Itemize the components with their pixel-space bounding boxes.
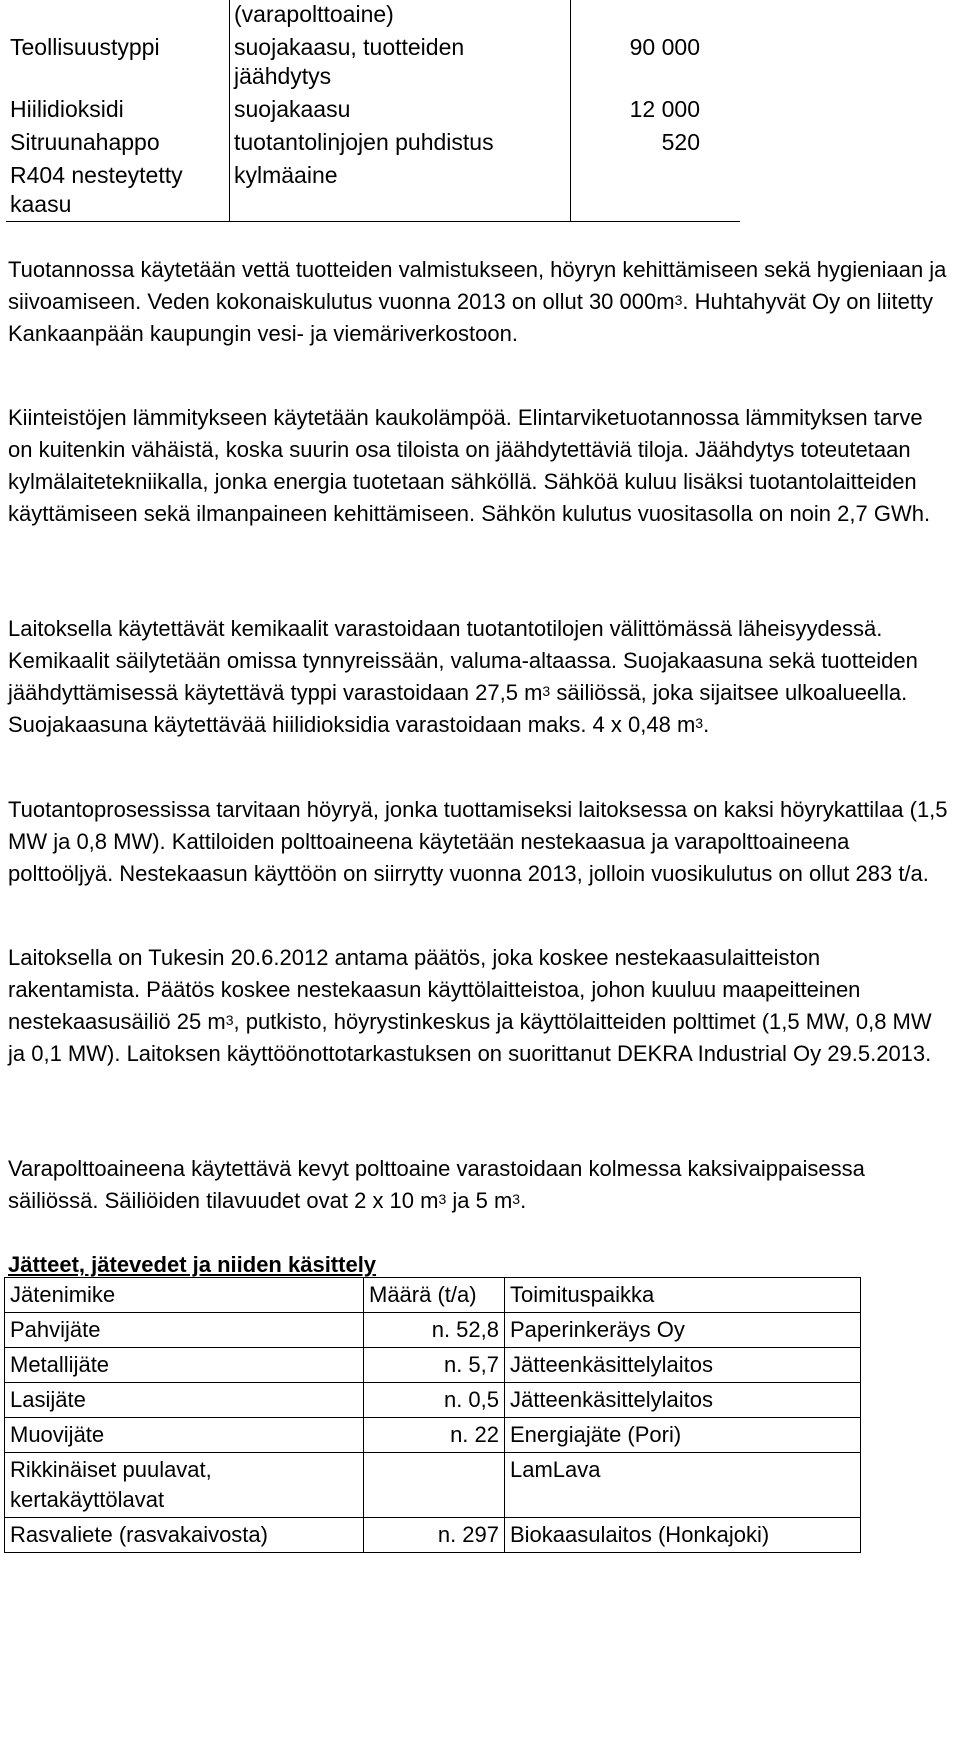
table-row [5, 1418, 861, 1453]
text: ja 5 m [446, 1188, 513, 1213]
waste-item: Muovijäte [5, 1418, 364, 1453]
chemical-use: tuotantolinjojen puhdistus [230, 126, 571, 159]
column-header: Määrä (t/a) [364, 1278, 505, 1313]
text: . [520, 1188, 527, 1213]
waste-destination: Jätteenkäsittelylaitos [505, 1383, 861, 1418]
text: , putkisto, höyrystinkeskus ja käyttölaitteiden polttimet (1,5 MW, 0,8 MW ja 0,1 MW). Laitoksen käyttöönottotarkastuksen on suorittanut DEKRA Industrial Oy 29.5.2013. [8, 1009, 932, 1066]
paragraph-tukes-decision [8, 942, 953, 1070]
waste-amount [364, 1453, 505, 1518]
chemical-name: Teollisuustyppi [6, 31, 230, 93]
superscript: 3 [674, 292, 683, 308]
chemical-amount: 520 [661, 129, 700, 155]
chemical-name [6, 0, 230, 31]
waste-item: Lasijäte [5, 1383, 364, 1418]
table-row [5, 1313, 861, 1348]
paragraph-heating: Kiinteistöjen lämmitykseen käytetään kaukolämpöä. Elintarviketuotannossa lämmityksen tarve on kuitenkin vähäistä, koska suurin osa tiloista on jäähdytettäviä tiloja. Jäähdytys toteutetaan kylmälaitetekniikalla, jonka energia tuotetaan sähköllä. Sähköä kuluu lisäksi tuotantolaitteiden käyttämiseen sekä ilmanpaineen kehittämiseen. Sähkön kulutus vuositasolla on noin 2,7 GWh. [8, 405, 931, 526]
text: säiliössä, joka sijaitsee ulkoalueella. Suojakaasuna käytettävää hiilidioksidia varastoidaan maks. 4 x 0,48 m [8, 680, 908, 737]
waste-amount: n. 297 [364, 1518, 505, 1553]
table-header-row [5, 1278, 861, 1313]
table-row [6, 0, 740, 31]
chemical-use: (varapolttoaine) [230, 0, 571, 31]
chemicals-table [6, 0, 740, 222]
waste-amount: n. 22 [364, 1418, 505, 1453]
superscript: 3 [695, 715, 704, 731]
superscript: 3 [438, 1191, 447, 1207]
chemical-amount [571, 0, 741, 31]
table-row [6, 126, 740, 159]
text: . [703, 712, 710, 737]
paragraph-water [8, 254, 953, 350]
text: Laitoksella käytettävät kemikaalit varastoidaan tuotantotilojen välittömässä läheisyydessä. Kemikaalit säilytetään omissa tynnyreissään, valuma-altaassa. Suojakaasuna sekä tuotteiden jäähdyttämisessä käytettävä typpi varastoidaan 27,5 m [8, 616, 918, 705]
waste-item: Metallijäte [5, 1348, 364, 1383]
chemical-name: R404 nesteytetty kaasu [6, 159, 230, 222]
paragraph-chemical-storage [8, 613, 953, 741]
text: Varapolttoaineena käytettävä kevyt polttoaine varastoidaan kolmessa kaksivaippaisessa säiliössä. Säiliöiden tilavuudet ovat 2 x 10 m [8, 1156, 865, 1213]
waste-item: Pahvijäte [5, 1313, 364, 1348]
paragraph-reserve-fuel [8, 1153, 953, 1217]
table-row [5, 1383, 861, 1418]
superscript: 3 [512, 1191, 521, 1207]
text: Tuotannossa käytetään vettä tuotteiden valmistukseen, höyryn kehittämiseen sekä hygieniaan ja siivoamiseen. Veden kokonaiskulutus vuonna 2013 on ollut 30 000m [8, 257, 947, 314]
column-header: Toimituspaikka [505, 1278, 861, 1313]
table-row [5, 1453, 861, 1518]
chemical-amount: 90 000 [629, 34, 700, 60]
table-row [6, 31, 740, 93]
waste-destination: LamLava [505, 1453, 861, 1518]
waste-amount: n. 52,8 [364, 1313, 505, 1348]
chemical-name: Sitruunahappo [6, 126, 230, 159]
waste-destination: Biokaasulaitos (Honkajoki) [505, 1518, 861, 1553]
chemical-amount: 12 000 [629, 96, 700, 122]
superscript: 3 [225, 1012, 234, 1028]
chemical-use: suojakaasu, tuotteiden jäähdytys [230, 31, 571, 93]
text: Laitoksella on Tukesin 20.6.2012 antama päätös, joka koskee nestekaasulaitteiston rakentamista. Päätös koskee nestekaasun käyttölaitteistoa, johon kuuluu maapeitteinen nestekaasusäiliö 25 m [8, 945, 861, 1034]
waste-destination: Jätteenkäsittelylaitos [505, 1348, 861, 1383]
waste-destination: Paperinkeräys Oy [505, 1313, 861, 1348]
table-row [6, 93, 740, 126]
chemical-amount [571, 159, 741, 222]
text: . Huhtahyvät Oy on liitetty Kankaanpään kaupungin vesi- ja viemäriverkostoon. [8, 289, 934, 346]
chemical-use: kylmäaine [230, 159, 571, 222]
waste-amount: n. 5,7 [364, 1348, 505, 1383]
table-row [5, 1348, 861, 1383]
waste-destination: Energiajäte (Pori) [505, 1418, 861, 1453]
chemical-name: Hiilidioksidi [6, 93, 230, 126]
chemical-use: suojakaasu [230, 93, 571, 126]
table-row [5, 1518, 861, 1553]
section-heading-waste: Jätteet, jätevedet ja niiden käsittely [8, 1252, 377, 1277]
waste-table [4, 1277, 861, 1553]
superscript: 3 [542, 683, 551, 699]
table-row [6, 159, 740, 222]
column-header: Jätenimike [5, 1278, 364, 1313]
waste-amount: n. 0,5 [364, 1383, 505, 1418]
waste-item: Rasvaliete (rasvakaivosta) [5, 1518, 364, 1553]
waste-item: Rikkinäiset puulavat, kertakäyttölavat [5, 1453, 364, 1518]
paragraph-steam: Tuotantoprosessissa tarvitaan höyryä, jonka tuottamiseksi laitoksessa on kaksi höyrykattilaa (1,5 MW ja 0,8 MW). Kattiloiden polttoaineena käytetään nestekaasua ja varapolttoaineena polttoöljyä. Nestekaasun käyttöön on siirrytty vuonna 2013, jolloin vuosikulutus on ollut 283 t/a. [8, 797, 948, 886]
